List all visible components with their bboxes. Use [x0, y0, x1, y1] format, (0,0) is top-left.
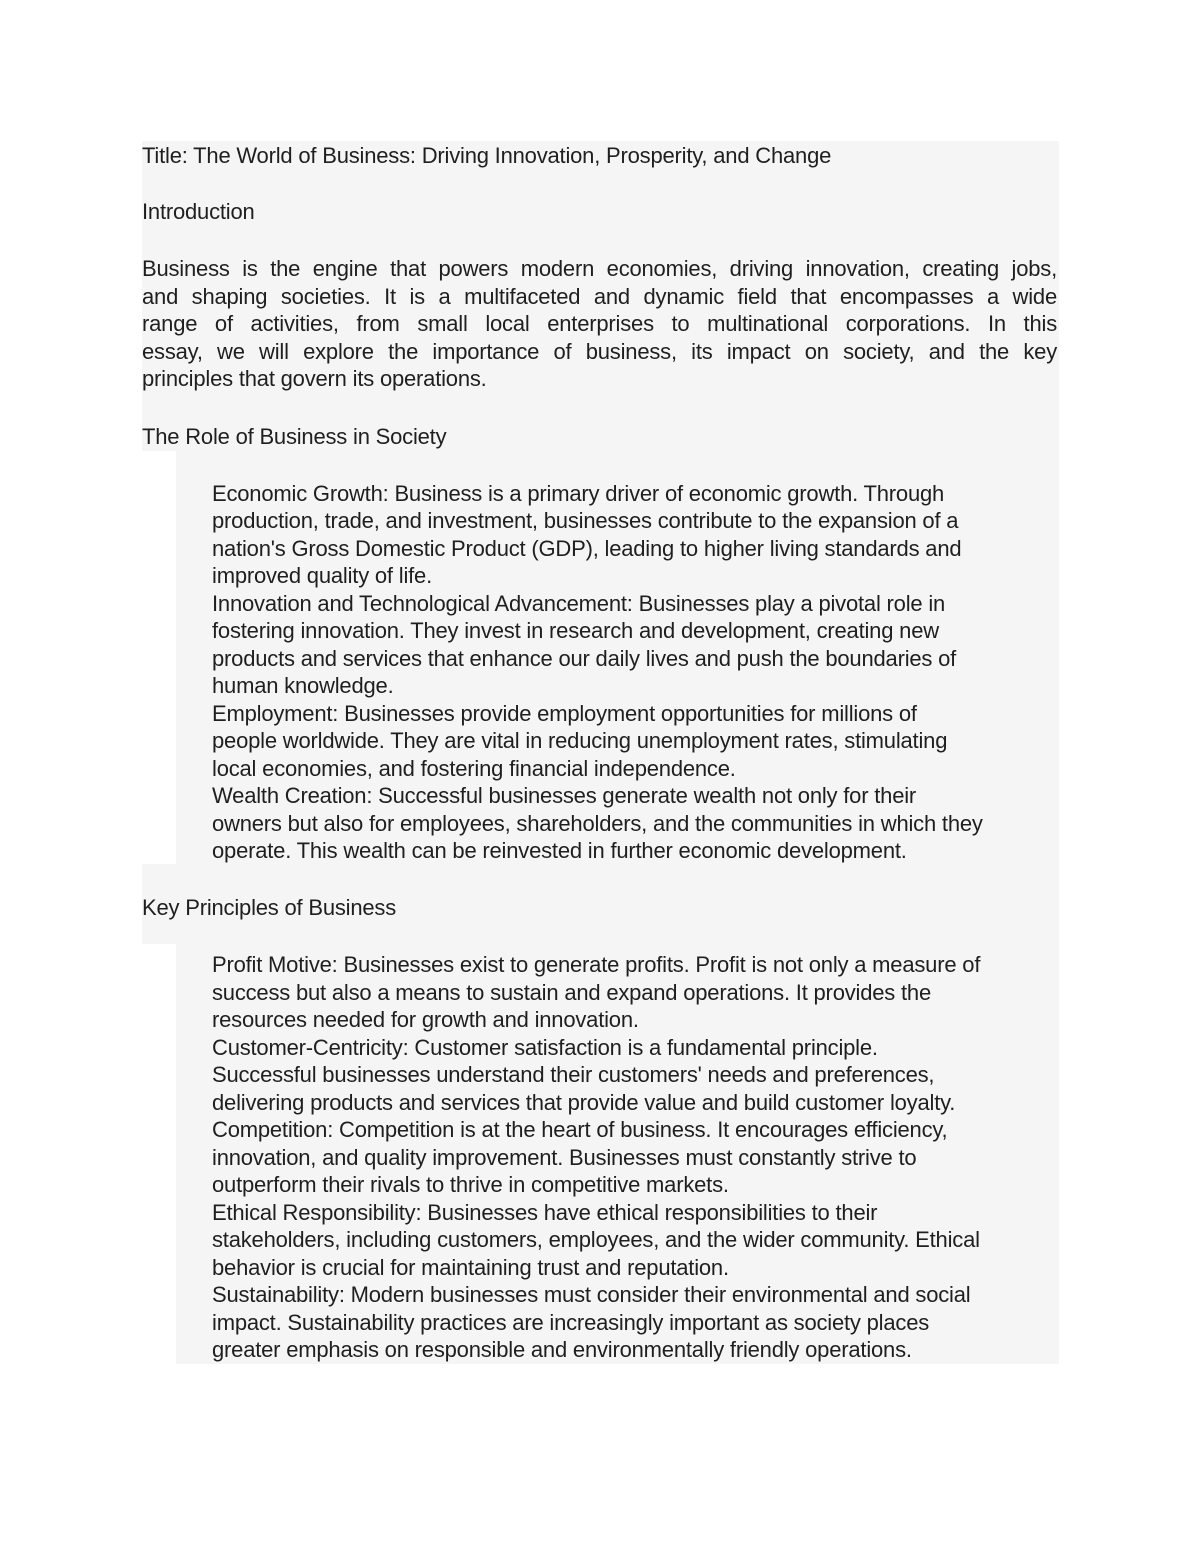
list-item-line: Profit Motive: Businesses exist to generate profits. Profit is not only a measure of [212, 952, 981, 977]
list-item-line: Innovation and Technological Advancement: Businesses play a pivotal role in [212, 591, 946, 616]
list-item-line: innovation, and quality improvement. Businesses must constantly strive to [212, 1145, 917, 1170]
list-item-line: Competition: Competition is at the heart of business. It encourages efficiency, [212, 1117, 948, 1142]
paragraph-line: range of activities, from small local enterprises to multinational corporations. In this [142, 311, 1057, 336]
list-item-line: local economies, and fostering financial independence. [212, 756, 736, 781]
list-item-line: resources needed for growth and innovation. [212, 1007, 639, 1032]
list-item-line: greater emphasis on responsible and environmentally friendly operations. [212, 1337, 912, 1362]
introduction-heading: Introduction [142, 199, 255, 224]
document-title: Title: The World of Business: Driving Innovation, Prosperity, and Change [142, 143, 832, 168]
list-item-line: Ethical Responsibility: Businesses have ethical responsibilities to their [212, 1200, 878, 1225]
list-item-line: owners but also for employees, shareholders, and the communities in which they [212, 811, 983, 836]
paragraph-line: essay, we will explore the importance of business, its impact on society, and the key [142, 339, 1057, 364]
list-item-line: Employment: Businesses provide employment opportunities for millions of [212, 701, 917, 726]
list-item-line: human knowledge. [212, 673, 394, 698]
paragraph-line: and shaping societies. It is a multifaceted and dynamic field that encompasses a wide [142, 284, 1057, 309]
list-item-line: fostering innovation. They invest in research and development, creating new [212, 618, 939, 643]
list-item-line: delivering products and services that provide value and build customer loyalty. [212, 1090, 956, 1115]
list-item-line: outperform their rivals to thrive in competitive markets. [212, 1172, 729, 1197]
list-item-line: production, trade, and investment, businesses contribute to the expansion of a [212, 508, 959, 533]
list-item-line: stakeholders, including customers, employees, and the wider community. Ethical [212, 1227, 980, 1252]
list-item-line: products and services that enhance our daily lives and push the boundaries of [212, 646, 957, 671]
list-item-line: Successful businesses understand their customers' needs and preferences, [212, 1062, 935, 1087]
list-item-line: Wealth Creation: Successful businesses generate wealth not only for their [212, 783, 917, 808]
list-item-line: nation's Gross Domestic Product (GDP), leading to higher living standards and [212, 536, 962, 561]
list-item-line: Customer-Centricity: Customer satisfaction is a fundamental principle. [212, 1035, 878, 1060]
role-section-heading: The Role of Business in Society [142, 424, 447, 449]
list-item-line: impact. Sustainability practices are increasingly important as society places [212, 1310, 930, 1335]
paragraph-line: principles that govern its operations. [142, 366, 487, 391]
list-item-line: Economic Growth: Business is a primary driver of economic growth. Through [212, 481, 945, 506]
list-item-line: behavior is crucial for maintaining trust and reputation. [212, 1255, 729, 1280]
list-item-line: people worldwide. They are vital in reducing unemployment rates, stimulating [212, 728, 948, 753]
list-item-line: operate. This wealth can be reinvested in further economic development. [212, 838, 907, 863]
principles-section-heading: Key Principles of Business [142, 895, 397, 920]
list-item-line: success but also a means to sustain and expand operations. It provides the [212, 980, 931, 1005]
paragraph-line: Business is the engine that powers modern economies, driving innovation, creating jobs, [142, 256, 1057, 281]
list-item-line: improved quality of life. [212, 563, 432, 588]
list-item-line: Sustainability: Modern businesses must consider their environmental and social [212, 1282, 971, 1307]
